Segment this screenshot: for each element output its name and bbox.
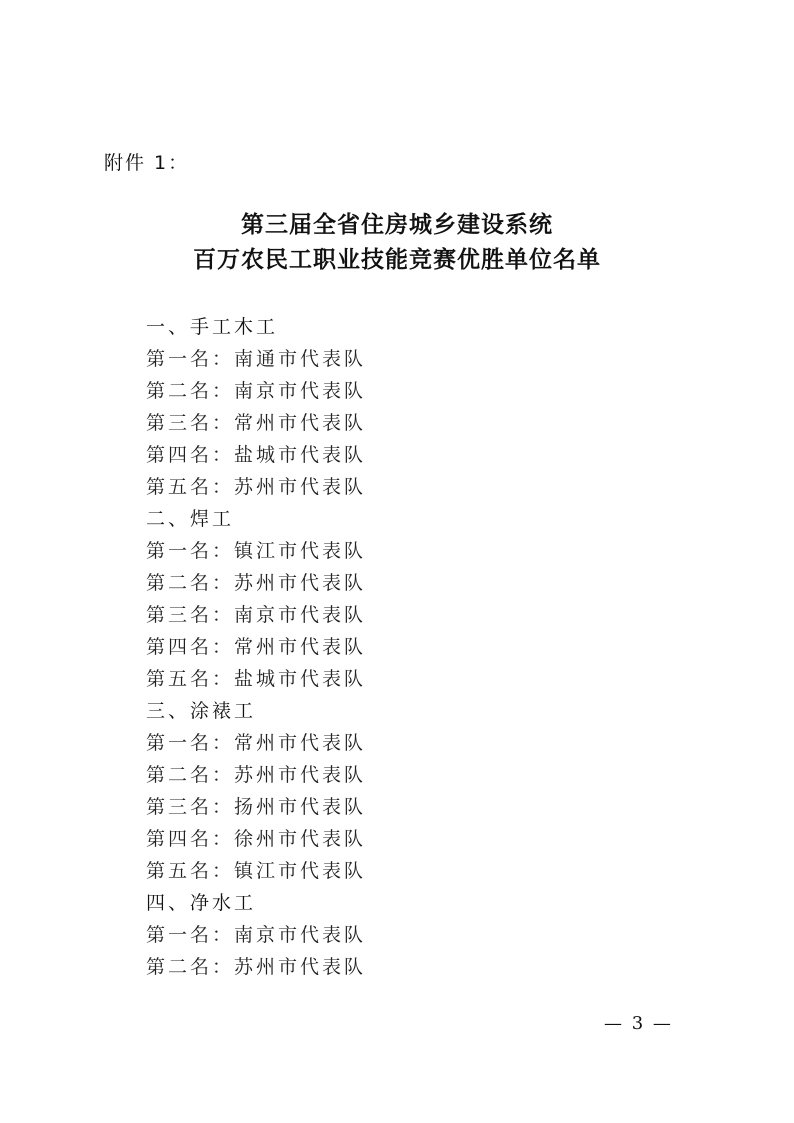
team-name: 南京市代表队 xyxy=(234,380,367,402)
list-item xyxy=(146,375,366,407)
list-item xyxy=(146,823,366,855)
list-item xyxy=(146,535,366,567)
rank-label: 第三名： xyxy=(146,412,235,434)
rank-label: 第二名： xyxy=(146,572,235,594)
list-item xyxy=(146,855,366,887)
team-name: 盐城市代表队 xyxy=(234,668,367,690)
list-item xyxy=(146,407,366,439)
attachment-label: 附件 1： xyxy=(104,152,190,174)
list-item xyxy=(146,599,366,631)
section-heading: 二、焊工 xyxy=(146,508,235,530)
team-name: 常州市代表队 xyxy=(234,732,367,754)
team-name: 盐城市代表队 xyxy=(234,444,367,466)
section-heading: 一、手工木工 xyxy=(146,316,279,338)
rank-label: 第一名： xyxy=(146,348,235,370)
team-name: 镇江市代表队 xyxy=(234,540,367,562)
rank-label: 第五名： xyxy=(146,476,235,498)
team-name: 苏州市代表队 xyxy=(234,476,367,498)
list-item xyxy=(146,343,366,375)
team-name: 镇江市代表队 xyxy=(234,860,367,882)
list-item xyxy=(146,951,366,983)
rank-label: 第二名： xyxy=(146,956,235,978)
list-item xyxy=(146,471,366,503)
rank-label: 第二名： xyxy=(146,380,235,402)
team-name: 南京市代表队 xyxy=(234,604,367,626)
section-heading: 三、涂裱工 xyxy=(146,700,257,722)
team-name: 苏州市代表队 xyxy=(234,956,367,978)
list-item xyxy=(146,663,366,695)
list-item xyxy=(146,919,366,951)
document-title-line-2: 百万农民工职业技能竞赛优胜单位名单 xyxy=(193,246,601,273)
team-name: 南通市代表队 xyxy=(234,348,367,370)
team-name: 扬州市代表队 xyxy=(234,796,367,818)
list-item xyxy=(146,759,366,791)
rank-label: 第一名： xyxy=(146,924,235,946)
team-name: 南京市代表队 xyxy=(234,924,367,946)
list-item xyxy=(146,567,366,599)
team-name: 徐州市代表队 xyxy=(234,828,367,850)
list-item xyxy=(146,631,366,663)
rank-label: 第三名： xyxy=(146,796,235,818)
team-name: 苏州市代表队 xyxy=(234,572,367,594)
team-name: 常州市代表队 xyxy=(234,412,367,434)
rank-label: 第四名： xyxy=(146,828,235,850)
rank-label: 第三名： xyxy=(146,604,235,626)
rank-label: 第四名： xyxy=(146,636,235,658)
list-item xyxy=(146,791,366,823)
rank-label: 第五名： xyxy=(146,860,235,882)
rank-label: 第四名： xyxy=(146,444,235,466)
rank-label: 第一名： xyxy=(146,540,235,562)
winners-list xyxy=(146,311,366,983)
section-heading: 四、净水工 xyxy=(146,892,257,914)
team-name: 苏州市代表队 xyxy=(234,764,367,786)
rank-label: 第五名： xyxy=(146,668,235,690)
team-name: 常州市代表队 xyxy=(234,636,367,658)
document-title-line-1: 第三届全省住房城乡建设系统 xyxy=(241,211,553,238)
list-item xyxy=(146,439,366,471)
rank-label: 第二名： xyxy=(146,764,235,786)
page-number: — 3 — xyxy=(604,1013,673,1034)
rank-label: 第一名： xyxy=(146,732,235,754)
list-item xyxy=(146,727,366,759)
